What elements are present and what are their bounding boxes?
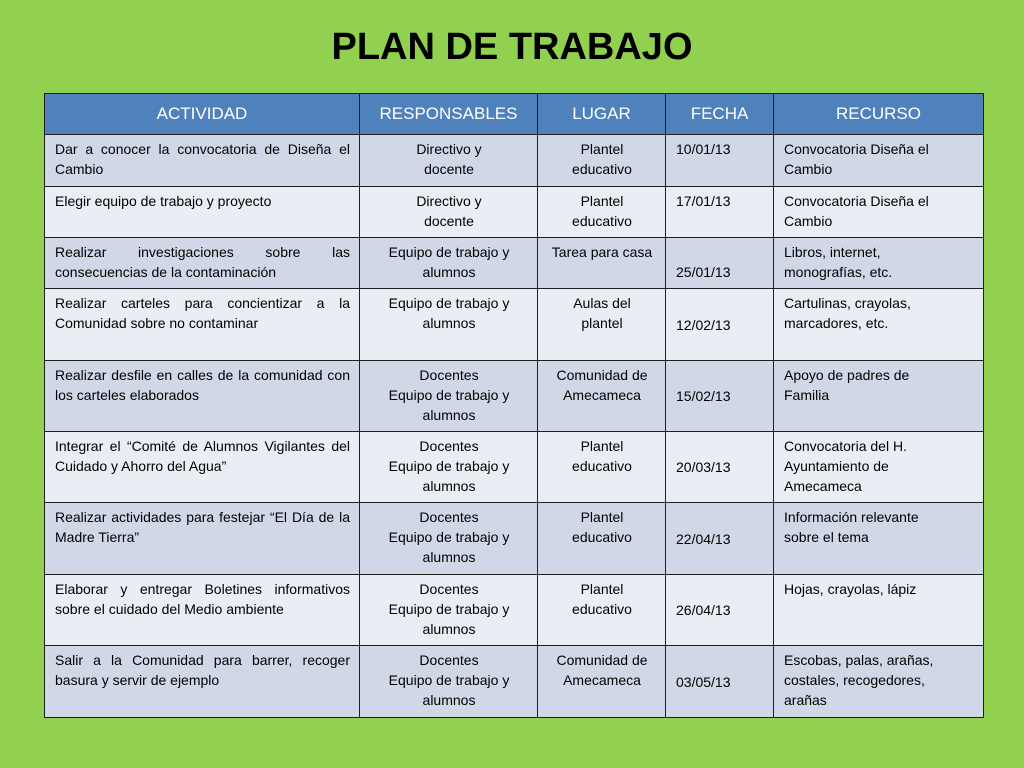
cell-text-line: Hojas, crayolas, lápiz — [784, 581, 917, 597]
cell-text-line: Docentes — [419, 509, 479, 525]
cell-text-line: docente — [424, 213, 474, 229]
cell-lugar — [538, 575, 666, 646]
cell-text-line: alumnos — [422, 478, 476, 494]
column-header-recurso: RECURSO — [774, 94, 984, 135]
cell-text-line: Aulas del — [573, 295, 631, 311]
cell-recurso — [774, 646, 984, 718]
cell-fecha: 15/02/13 — [666, 361, 774, 432]
cell-text-line: Plantel — [580, 509, 624, 525]
cell-text-line: Tarea para casa — [551, 244, 653, 260]
cell-fecha: 25/01/13 — [666, 238, 774, 289]
cell-text-line: Cambio — [784, 161, 833, 177]
cell-lugar — [538, 503, 666, 575]
table-header-row — [45, 94, 984, 135]
cell-fecha: 20/03/13 — [666, 432, 774, 503]
cell-text-line: Docentes — [419, 581, 479, 597]
cell-text-line: Convocatoria Diseña el — [784, 193, 929, 209]
cell-text-line: alumnos — [422, 692, 476, 708]
cell-text-line: Escobas, palas, arañas, — [784, 652, 934, 668]
column-header-responsables: RESPONSABLES — [360, 94, 538, 135]
cell-actividad: Dar a conocer la convocatoria de Diseña el Cambio — [45, 135, 360, 187]
cell-text-line: educativo — [572, 458, 632, 474]
table-row — [45, 289, 984, 361]
cell-recurso — [774, 432, 984, 503]
cell-fecha: 10/01/13 — [666, 135, 774, 187]
cell-recurso — [774, 135, 984, 187]
cell-responsables — [360, 238, 538, 289]
cell-fecha: 22/04/13 — [666, 503, 774, 575]
cell-text-line: Plantel — [580, 141, 624, 157]
cell-recurso — [774, 361, 984, 432]
cell-actividad: Salir a la Comunidad para barrer, recoger basura y servir de ejemplo — [45, 646, 360, 718]
cell-text-line: educativo — [572, 601, 632, 617]
cell-text-line: alumnos — [422, 621, 476, 637]
cell-text-line: Docentes — [419, 652, 479, 668]
column-header-lugar: LUGAR — [538, 94, 666, 135]
cell-text-line: Docentes — [419, 367, 479, 383]
cell-text-line: alumnos — [422, 407, 476, 423]
page-title: PLAN DE TRABAJO — [331, 26, 693, 68]
cell-text-line: Directivo y — [416, 141, 482, 157]
cell-lugar — [538, 361, 666, 432]
cell-text-line: docente — [424, 161, 474, 177]
cell-text-line: Apoyo de padres de — [784, 367, 910, 383]
cell-text-line: arañas — [784, 692, 827, 708]
cell-text-line: Cambio — [784, 213, 833, 229]
cell-actividad: Realizar actividades para festejar “El Día de la Madre Tierra” — [45, 503, 360, 575]
table-row — [45, 238, 984, 289]
cell-text-line: monografías, etc. — [784, 264, 893, 280]
cell-text-line: Equipo de trabajo y — [388, 529, 510, 545]
cell-text-line: Convocatoria del H. — [784, 438, 907, 454]
cell-text-line: educativo — [572, 161, 632, 177]
cell-text-line: Docentes — [419, 438, 479, 454]
cell-fecha: 17/01/13 — [666, 187, 774, 238]
cell-text-line: Ayuntamiento de — [784, 458, 889, 474]
cell-text-line: Equipo de trabajo y — [388, 244, 510, 260]
cell-lugar — [538, 135, 666, 187]
cell-text-line: Equipo de trabajo y — [388, 295, 510, 311]
cell-lugar — [538, 289, 666, 361]
cell-text-line: alumnos — [422, 264, 476, 280]
cell-text-line: marcadores, etc. — [784, 315, 889, 331]
table-row — [45, 187, 984, 238]
cell-text-line: Familia — [784, 387, 830, 403]
cell-fecha: 03/05/13 — [666, 646, 774, 718]
cell-responsables — [360, 187, 538, 238]
cell-text-line: costales, recogedores, — [784, 672, 925, 688]
cell-text-line: Cartulinas, crayolas, — [784, 295, 911, 311]
cell-responsables — [360, 432, 538, 503]
cell-recurso — [774, 575, 984, 646]
cell-responsables — [360, 646, 538, 718]
cell-lugar — [538, 187, 666, 238]
table-row — [45, 361, 984, 432]
table-row — [45, 575, 984, 646]
cell-text-line: Plantel — [580, 193, 624, 209]
cell-recurso — [774, 503, 984, 575]
cell-text-line: Equipo de trabajo y — [388, 672, 510, 688]
cell-text-line: Plantel — [580, 438, 624, 454]
cell-responsables — [360, 135, 538, 187]
column-header-actividad: ACTIVIDAD — [45, 94, 360, 135]
cell-text-line: Directivo y — [416, 193, 482, 209]
work-plan-table — [44, 93, 984, 718]
cell-actividad: Realizar investigaciones sobre las consecuencias de la contaminación — [45, 238, 360, 289]
cell-actividad: Elaborar y entregar Boletines informativos sobre el cuidado del Medio ambiente — [45, 575, 360, 646]
cell-actividad: Realizar carteles para concientizar a la Comunidad sobre no contaminar — [45, 289, 360, 361]
cell-text-line: Equipo de trabajo y — [388, 387, 510, 403]
cell-lugar — [538, 646, 666, 718]
cell-text-line: Información relevante — [784, 509, 919, 525]
cell-text-line: plantel — [581, 315, 623, 331]
cell-text-line: Convocatoria Diseña el — [784, 141, 929, 157]
cell-text-line: alumnos — [422, 549, 476, 565]
cell-text-line: Amecameca — [563, 672, 641, 688]
cell-actividad: Realizar desfile en calles de la comunidad con los carteles elaborados — [45, 361, 360, 432]
cell-actividad: Integrar el “Comité de Alumnos Vigilantes del Cuidado y Ahorro del Agua” — [45, 432, 360, 503]
cell-actividad: Elegir equipo de trabajo y proyecto — [45, 187, 360, 238]
cell-responsables — [360, 575, 538, 646]
cell-responsables — [360, 503, 538, 575]
cell-text-line: Comunidad de — [556, 652, 648, 668]
table-row — [45, 432, 984, 503]
table-row — [45, 135, 984, 187]
cell-text-line: educativo — [572, 529, 632, 545]
cell-fecha: 12/02/13 — [666, 289, 774, 361]
table-row — [45, 646, 984, 718]
cell-lugar — [538, 238, 666, 289]
cell-text-line: alumnos — [422, 315, 476, 331]
cell-text-line: Comunidad de — [556, 367, 648, 383]
table-row — [45, 503, 984, 575]
cell-lugar — [538, 432, 666, 503]
cell-text-line: Amecameca — [563, 387, 641, 403]
cell-text-line: Amecameca — [784, 478, 862, 494]
cell-text-line: sobre el tema — [784, 529, 869, 545]
cell-text-line: Equipo de trabajo y — [388, 601, 510, 617]
cell-text-line: educativo — [572, 213, 632, 229]
cell-responsables — [360, 361, 538, 432]
cell-recurso — [774, 289, 984, 361]
column-header-fecha: FECHA — [666, 94, 774, 135]
cell-recurso — [774, 238, 984, 289]
cell-text-line: Plantel — [580, 581, 624, 597]
cell-responsables — [360, 289, 538, 361]
cell-text-line: Libros, internet, — [784, 244, 881, 260]
cell-fecha: 26/04/13 — [666, 575, 774, 646]
cell-recurso — [774, 187, 984, 238]
cell-text-line: Equipo de trabajo y — [388, 458, 510, 474]
